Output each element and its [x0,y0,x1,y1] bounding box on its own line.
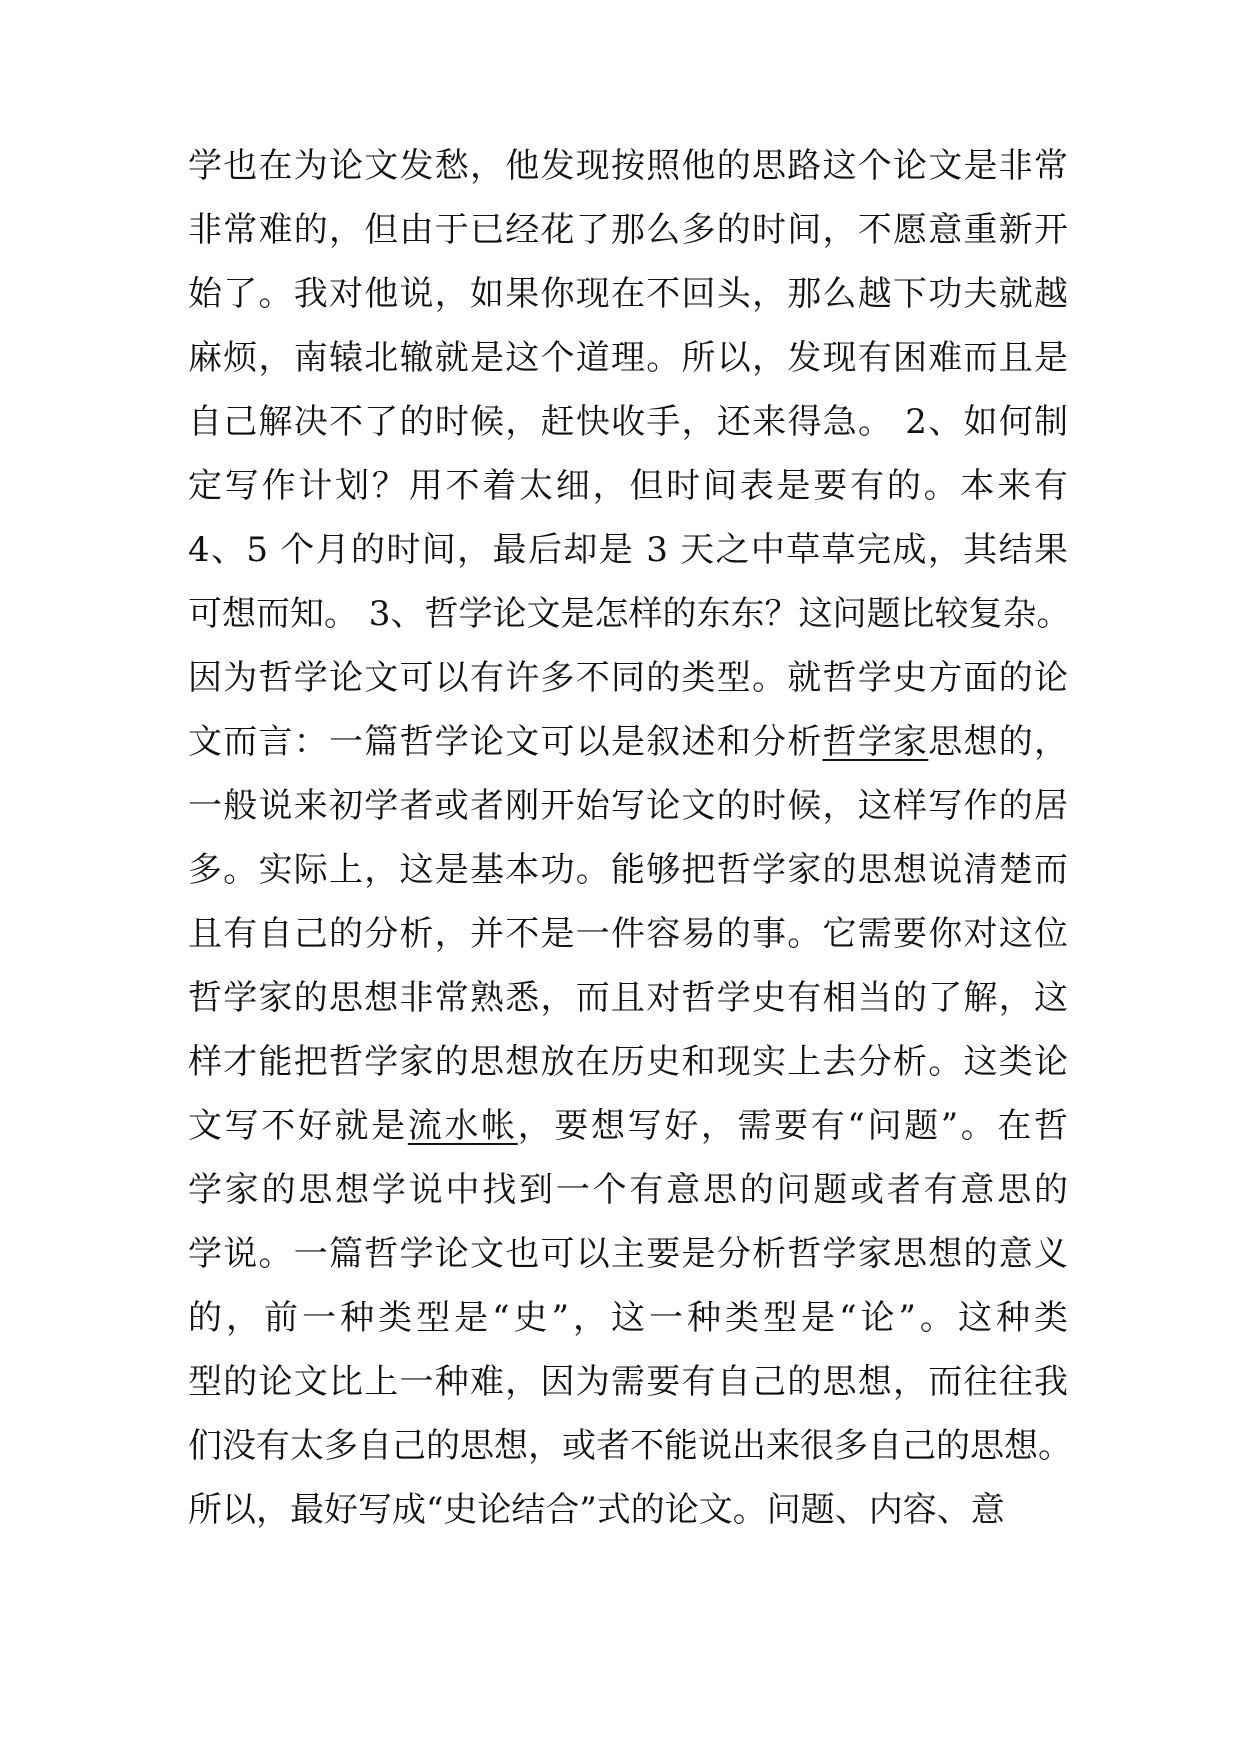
text-segment: 麻烦，南辕北辙就是这个道理。所以，发现有困难而且是 [188,338,1068,378]
body-text [188,134,1072,1542]
text-line [188,390,1068,454]
text-segment: 且有自己的分析，并不是一件容易的事。它需要你对这位 [188,914,1068,954]
text-segment: 学家的思想学说中找到一个有意思的问题或者有意思的 [188,1170,1068,1210]
text-line [188,966,1068,1030]
text-line [188,326,1068,390]
text-line [188,1158,1068,1222]
text-line [188,1286,1068,1350]
text-line [188,134,1068,198]
text-segment: 思想的， [928,722,1068,762]
text-segment: 学也在为论文发愁，他发现按照他的思路这个论文是非常 [188,146,1068,186]
text-segment: 型的论文比上一种难，因为需要有自己的思想，而往往我 [188,1362,1068,1402]
text-segment: 自己解决不了的时候，赶快收手，还来得急。 2、如何制 [188,402,1068,442]
text-line [188,902,1068,966]
text-segment: 一般说来初学者或者刚开始写论文的时候，这样写作的居 [188,786,1068,826]
text-line [188,838,1068,902]
text-line [188,582,1071,646]
text-segment: ，要想写好，需要有“问题”。在哲 [517,1106,1069,1146]
text-segment: 学说。一篇哲学论文也可以主要是分析哲学家思想的意义 [188,1234,1068,1274]
text-line [188,262,1068,326]
text-line [188,1094,1068,1158]
text-line [188,518,1068,582]
text-segment: 样才能把哲学家的思想放在历史和现实上去分析。这类论 [188,1042,1068,1082]
underlined-term: 哲学家 [822,722,929,762]
text-line [188,1350,1068,1414]
text-segment: 的，前一种类型是“史”，这一种类型是“论”。这种类 [188,1298,1068,1338]
text-segment: 非常难的，但由于已经花了那么多的时间，不愿意重新开 [188,210,1068,250]
text-line [188,1222,1068,1286]
text-segment: 4、5 个月的时间，最后却是 3 天之中草草完成，其结果 [188,530,1068,570]
text-segment: 文而言：一篇哲学论文可以是叙述和分析 [188,722,823,762]
text-segment: 可想而知。 3、哲学论文是怎样的东东？这问题比较复杂。 [188,594,1071,634]
text-line [188,1030,1068,1094]
text-segment: 文写不好就是 [188,1106,408,1146]
text-line [188,646,1068,710]
text-line [188,774,1068,838]
text-line [188,1478,1068,1542]
text-segment: 始了。我对他说，如果你现在不回头，那么越下功夫就越 [188,274,1068,314]
underlined-term: 流水帐 [407,1106,518,1146]
text-segment: 多。实际上，这是基本功。能够把哲学家的思想说清楚而 [188,850,1068,890]
text-segment: 哲学家的思想非常熟悉，而且对哲学史有相当的了解，这 [188,978,1068,1018]
text-segment: 定写作计划？用不着太细，但时间表是要有的。本来有 [188,466,1068,506]
text-line [188,454,1068,518]
text-line [188,1414,1072,1478]
text-line [188,710,1068,774]
text-segment: 所以，最好写成“史论结合”式的论文。问题、内容、意 [188,1490,1005,1530]
text-segment: 因为哲学论文可以有许多不同的类型。就哲学史方面的论 [188,658,1068,698]
text-line [188,198,1068,262]
text-segment: 们没有太多自己的思想，或者不能说出来很多自己的思想。 [188,1426,1072,1466]
